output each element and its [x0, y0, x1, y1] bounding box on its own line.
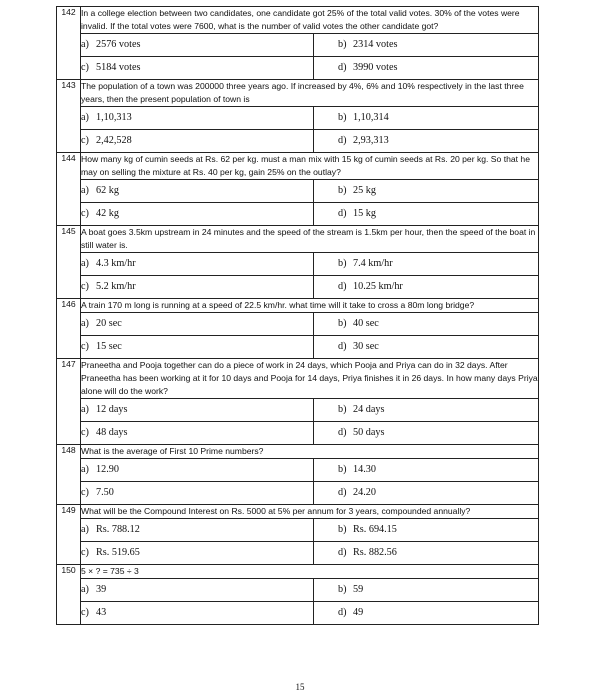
- option-row: [57, 130, 539, 153]
- option-d: d) 10.25 km/hr: [314, 276, 539, 299]
- question-number: 142: [57, 7, 81, 80]
- question-text: A train 170 m long is running at a speed of 22.5 km/hr. what time will it take to cross a 80m long bridge?: [81, 299, 539, 313]
- question-number: 148: [57, 445, 81, 505]
- option-row: [57, 336, 539, 359]
- option-c: c) 43: [81, 602, 314, 625]
- option-row: [57, 276, 539, 299]
- option-c: c) 48 days: [81, 422, 314, 445]
- question-number: 144: [57, 153, 81, 226]
- question-text: Praneetha and Pooja together can do a piece of work in 24 days, which Pooja and Priya can do in 32 days. After Praneetha has been working at it for 10 days and Pooja for 14 days, Priya finishes it in 26 days. In how many days Priya alone will do the work?: [81, 359, 539, 399]
- option-row: [57, 422, 539, 445]
- question-row: [57, 153, 539, 180]
- question-number: 150: [57, 565, 81, 625]
- option-c: c) 2,42,528: [81, 130, 314, 153]
- question-row: [57, 565, 539, 579]
- option-c: c) 5184 votes: [81, 57, 314, 80]
- option-row: [57, 313, 539, 336]
- option-row: [57, 399, 539, 422]
- option-b: b) 2314 votes: [314, 34, 539, 57]
- question-text: How many kg of cumin seeds at Rs. 62 per kg. must a man mix with 15 kg of cumin seeds at Rs. 20 per kg. So that he may on selling the mixture at Rs. 40 per kg, gain 25% on the outlay?: [81, 153, 539, 180]
- option-a: a) 2576 votes: [81, 34, 314, 57]
- option-c: c) 7.50: [81, 482, 314, 505]
- option-d: d) 50 days: [314, 422, 539, 445]
- option-b: b) 59: [314, 579, 539, 602]
- option-b: b) 1,10,314: [314, 107, 539, 130]
- question-row: [57, 445, 539, 459]
- option-b: b) 40 sec: [314, 313, 539, 336]
- question-number: 149: [57, 505, 81, 565]
- option-row: [57, 459, 539, 482]
- option-b: b) 14.30: [314, 459, 539, 482]
- option-c: c) 15 sec: [81, 336, 314, 359]
- question-row: [57, 226, 539, 253]
- option-d: d) 49: [314, 602, 539, 625]
- option-b: b) 24 days: [314, 399, 539, 422]
- question-text: In a college election between two candidates, one candidate got 25% of the total valid votes. 30% of the votes were invalid. If the total votes were 7600, what is the number of valid votes the other candidate got?: [81, 7, 539, 34]
- question-row: [57, 505, 539, 519]
- option-row: [57, 519, 539, 542]
- option-row: [57, 542, 539, 565]
- question-row: [57, 80, 539, 107]
- option-a: a) 62 kg: [81, 180, 314, 203]
- option-d: d) Rs. 882.56: [314, 542, 539, 565]
- question-row: [57, 299, 539, 313]
- question-text: What is the average of First 10 Prime numbers?: [81, 445, 539, 459]
- question-number: 147: [57, 359, 81, 445]
- page-number: 15: [295, 682, 305, 692]
- option-c: c) 5.2 km/hr: [81, 276, 314, 299]
- option-d: d) 2,93,313: [314, 130, 539, 153]
- option-d: d) 30 sec: [314, 336, 539, 359]
- question-number: 146: [57, 299, 81, 359]
- option-row: [57, 482, 539, 505]
- option-a: a) 12 days: [81, 399, 314, 422]
- question-row: [57, 359, 539, 399]
- option-row: [57, 180, 539, 203]
- question-text: 5 × ? = 735 ÷ 3: [81, 565, 539, 579]
- option-row: [57, 57, 539, 80]
- option-b: b) 25 kg: [314, 180, 539, 203]
- option-row: [57, 602, 539, 625]
- question-text: What will be the Compound Interest on Rs. 5000 at 5% per annum for 3 years, compounded annually?: [81, 505, 539, 519]
- question-row: [57, 7, 539, 34]
- option-d: d) 15 kg: [314, 203, 539, 226]
- option-b: b) Rs. 694.15: [314, 519, 539, 542]
- option-a: a) Rs. 788.12: [81, 519, 314, 542]
- option-row: [57, 107, 539, 130]
- option-a: a) 4.3 km/hr: [81, 253, 314, 276]
- question-number: 145: [57, 226, 81, 299]
- option-c: c) Rs. 519.65: [81, 542, 314, 565]
- option-row: [57, 579, 539, 602]
- questions-table: [56, 6, 539, 625]
- option-c: c) 42 kg: [81, 203, 314, 226]
- question-text: A boat goes 3.5km upstream in 24 minutes and the speed of the stream is 1.5km per hour, then the speed of the boat in still water is.: [81, 226, 539, 253]
- option-a: a) 12.90: [81, 459, 314, 482]
- question-text: The population of a town was 200000 three years ago. If increased by 4%, 6% and 10% respectively in the last three years, then the present population of town is: [81, 80, 539, 107]
- question-number: 143: [57, 80, 81, 153]
- option-row: [57, 253, 539, 276]
- option-row: [57, 34, 539, 57]
- option-d: d) 3990 votes: [314, 57, 539, 80]
- option-d: d) 24.20: [314, 482, 539, 505]
- option-a: a) 20 sec: [81, 313, 314, 336]
- option-a: a) 1,10,313: [81, 107, 314, 130]
- option-a: a) 39: [81, 579, 314, 602]
- option-b: b) 7.4 km/hr: [314, 253, 539, 276]
- option-row: [57, 203, 539, 226]
